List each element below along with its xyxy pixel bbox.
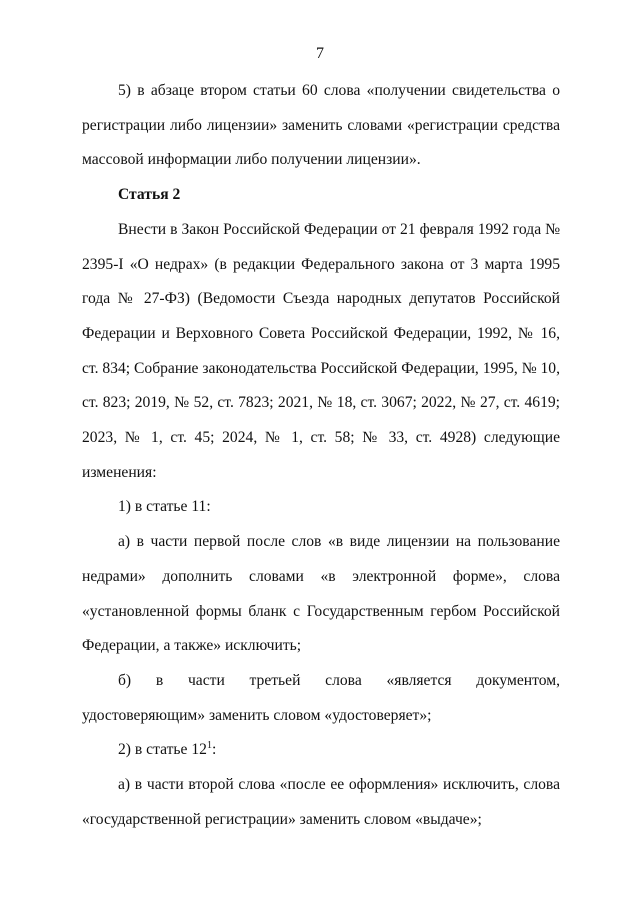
paragraph-subitem-a: а) в части первой после слов «в виде лицензии на пользование недрами» дополнить словами «в электронной форме», слова «установленной формы бланк с Государственным гербом Российской Федерации, а также» исключить; bbox=[82, 533, 560, 655]
paragraph-amendment-intro: Внести в Закон Российской Федерации от 21 февраля 1992 года № 2395-I «О недрах» (в редакции Федерального закона от 3 марта 1995 года № 27-ФЗ) (Ведомости Съезда народных депутатов Российской Федерации и Верховного Совета Российской Федерации, 1992, № 16, ст. 834; Собрание законодательства Российской Федерации, 1995, № 10, ст. 823; 2019, № 52, ст. 7823; 2021, № 18, ст. 3067; 2022, № 27, ст. 4619; 2023, № 1, ст. 45; 2024, № 1, ст. 58; № 33, ст. 4928) следующие изменения: bbox=[82, 220, 560, 481]
paragraph-item-2 bbox=[82, 733, 560, 768]
item-2-text: 2) в статье 12 bbox=[118, 741, 207, 759]
article-heading: Статья 2 bbox=[118, 186, 181, 204]
paragraph-item-1: 1) в статье 11: bbox=[118, 498, 211, 516]
paragraph-subitem-b: б) в части третьей слова «является документом, удостоверяющим» заменить словом «удостоверяет»; bbox=[82, 671, 560, 724]
paragraph-subitem-a-2: а) в части второй слова «после ее оформления» исключить, слова «государственной регистрации» заменить словом «выдаче»; bbox=[82, 776, 560, 828]
paragraph-item-5: 5) в абзаце втором статьи 60 слова «получении свидетельства о регистрации либо лицензии» заменить словами «регистрации средства массовой информации либо получении лицензии». bbox=[82, 82, 560, 169]
page-number: 7 bbox=[316, 45, 324, 62]
item-2-colon: : bbox=[211, 741, 217, 759]
document-body bbox=[82, 74, 560, 837]
article-superscript: 1 bbox=[206, 740, 212, 752]
